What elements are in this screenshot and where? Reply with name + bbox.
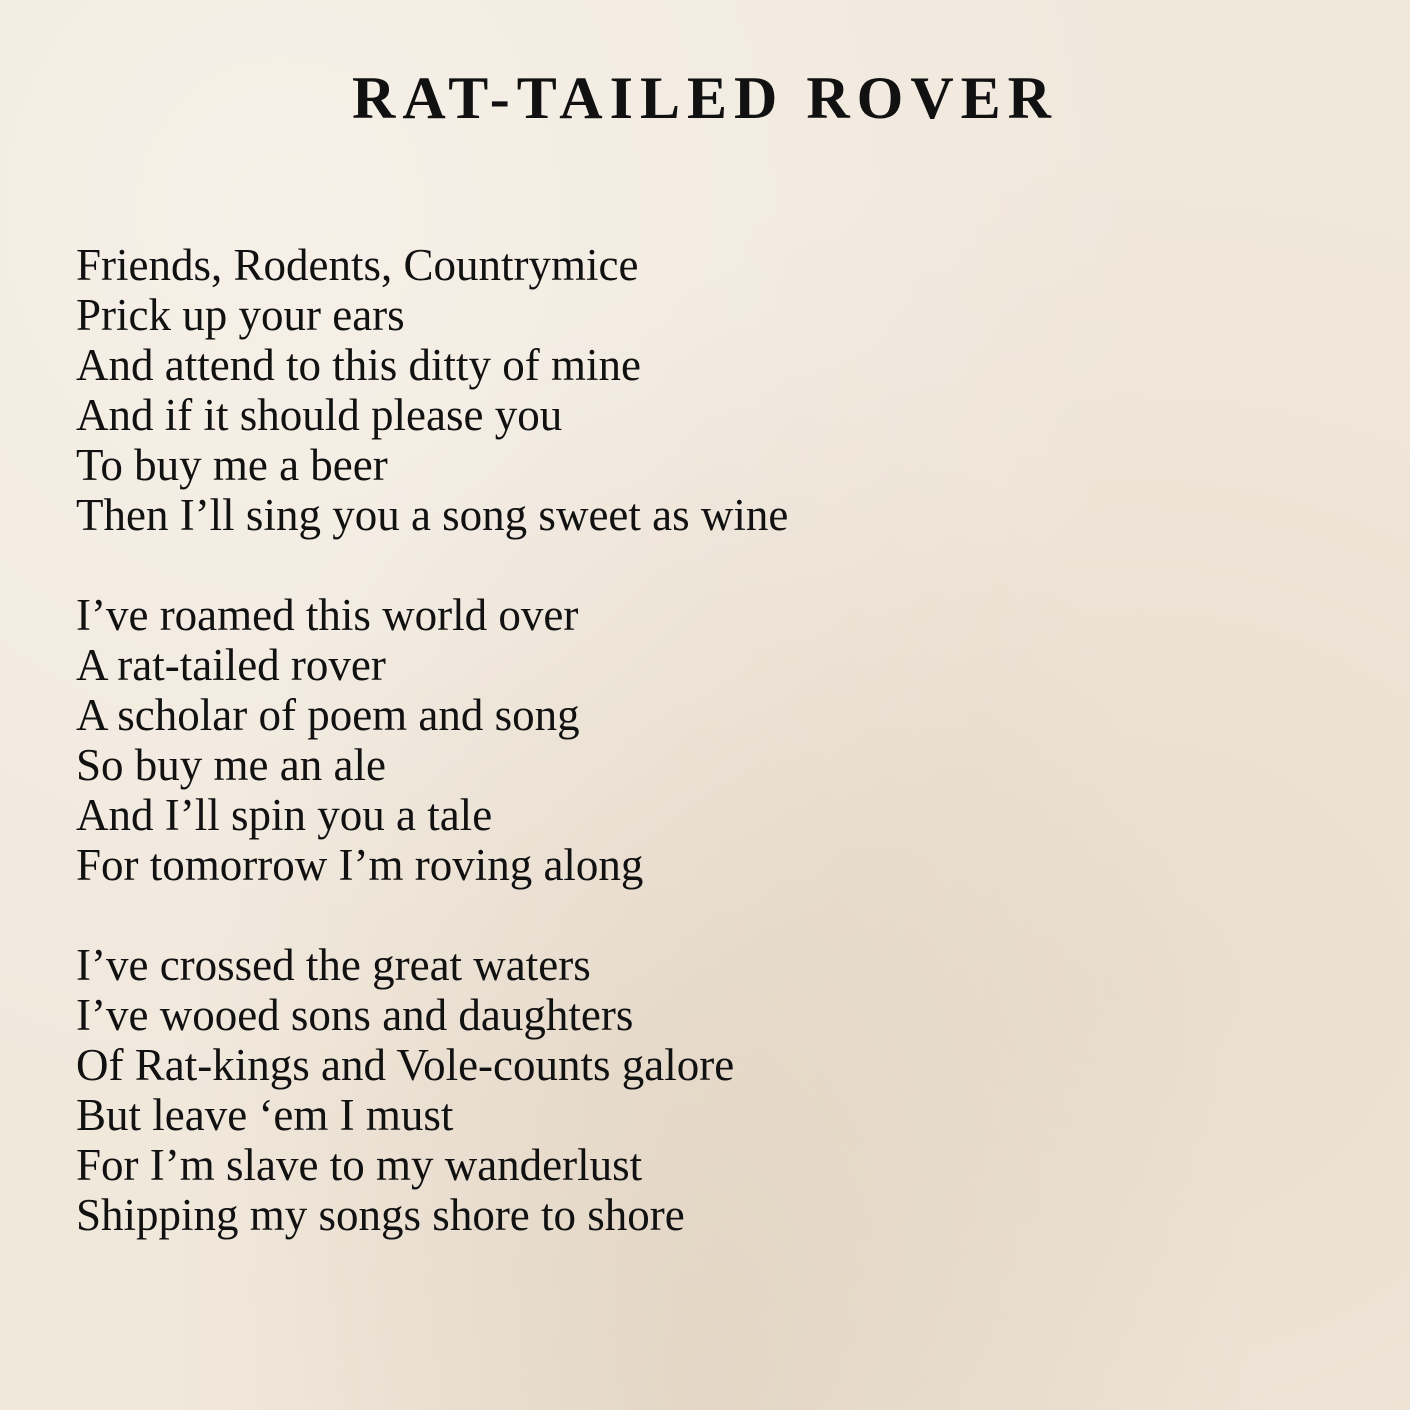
- poem-line: A scholar of poem and song: [76, 690, 580, 740]
- poem-line: And attend to this ditty of mine: [76, 340, 641, 390]
- poem-line: To buy me a beer: [76, 440, 388, 490]
- poem-line: I’ve wooed sons and daughters: [76, 990, 634, 1040]
- poem-line: A rat-tailed rover: [76, 640, 386, 690]
- poem-line: Shipping my songs shore to shore: [76, 1190, 685, 1240]
- stanza-3: [76, 940, 1336, 1240]
- poem-line: For I’m slave to my wanderlust: [76, 1140, 643, 1190]
- poem-line: I’ve crossed the great waters: [76, 940, 591, 990]
- poem-line: But leave ‘em I must: [76, 1090, 454, 1140]
- poem-line: So buy me an ale: [76, 740, 386, 790]
- stanza-1: [76, 240, 1336, 540]
- poem-line: And I’ll spin you a tale: [76, 790, 493, 840]
- poem-line: For tomorrow I’m roving along: [76, 840, 644, 890]
- poem-line: Of Rat-kings and Vole-counts galore: [76, 1040, 735, 1090]
- poem-title: RAT-TAILED ROVER: [352, 65, 1058, 131]
- poem-line: And if it should please you: [76, 390, 563, 440]
- poem-line: Friends, Rodents, Countrymice: [76, 240, 639, 290]
- poem-body: [76, 240, 1336, 1290]
- poem-line: I’ve roamed this world over: [76, 590, 579, 640]
- stanza-2: [76, 590, 1336, 890]
- poem-line: Then I’ll sing you a song sweet as wine: [76, 490, 789, 540]
- poem-line: Prick up your ears: [76, 290, 405, 340]
